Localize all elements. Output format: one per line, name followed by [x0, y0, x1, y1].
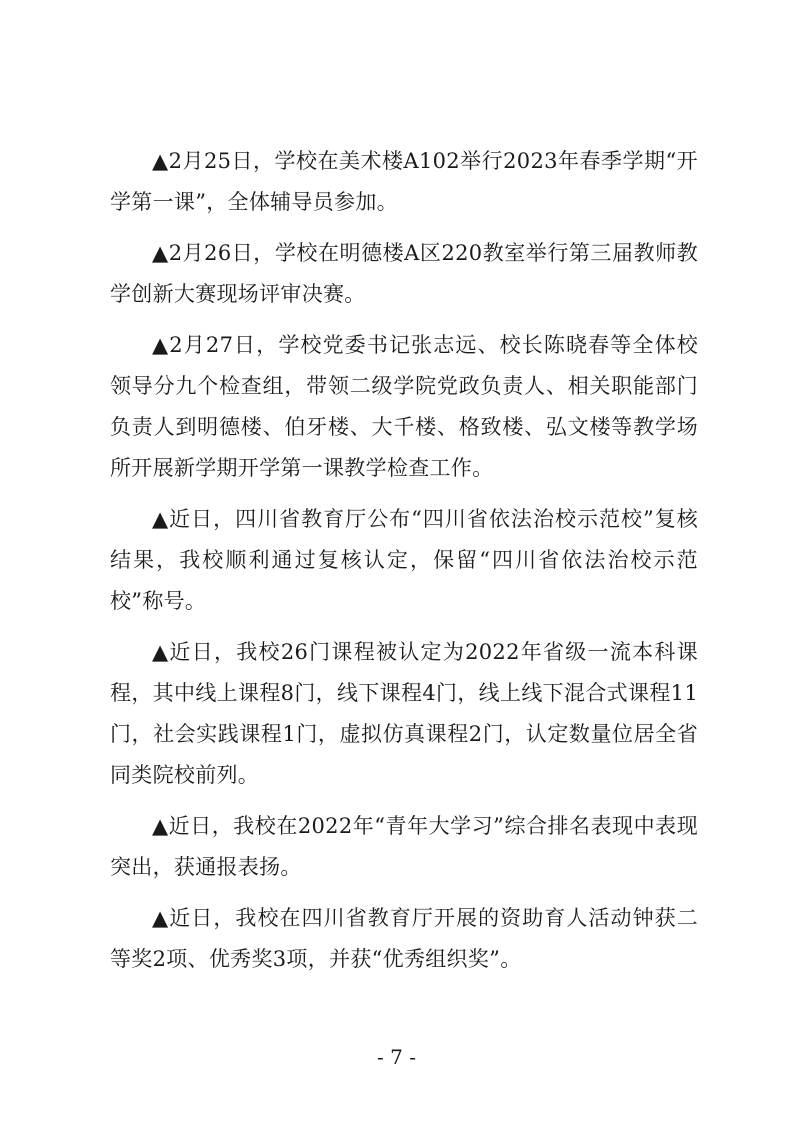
news-item-feb-25: ▲2月25日，学校在美术楼A102举行2023年春季学期“开学第一课”，全体辅导员参加。 — [110, 149, 698, 214]
news-item-feb-27: ▲2月27日，学校党委书记张志远、校长陈晓春等全体校领导分九个检查组，带领二级学院党政负责人、相关职能部门负责人到明德楼、伯牙楼、大千楼、格致楼、弘文楼等教学场所开展新学期开学第一课教学检查工作。 — [110, 333, 698, 480]
news-item-youth-study: ▲近日，我校在2022年“青年大学习”综合排名表现中表现突出，获通报表扬。 — [110, 814, 698, 879]
news-briefs — [110, 141, 698, 990]
news-item-feb-26: ▲2月26日，学校在明德楼A区220教室举行第三届教师教学创新大赛现场评审决赛。 — [110, 241, 698, 306]
news-item-rule-of-law-school: ▲近日，四川省教育厅公布“四川省依法治校示范校”复核结果，我校顺利通过复核认定，保留“四川省依法治校示范校”称号。 — [110, 507, 698, 613]
page-number: - 7 - — [377, 1045, 416, 1069]
news-item-funding-education-awards: ▲近日，我校在四川省教育厅开展的资助育人活动钟获二等奖2项、优秀奖3项，并获“优秀组织奖”。 — [110, 906, 698, 971]
news-item-first-class-courses: ▲近日，我校26门课程被认定为2022年省级一流本科课程，其中线上课程8门，线下课程4门，线上线下混合式课程11门，社会实践课程1门，虚拟仿真课程2门，认定数量位居全省同类院校前列。 — [110, 640, 698, 787]
